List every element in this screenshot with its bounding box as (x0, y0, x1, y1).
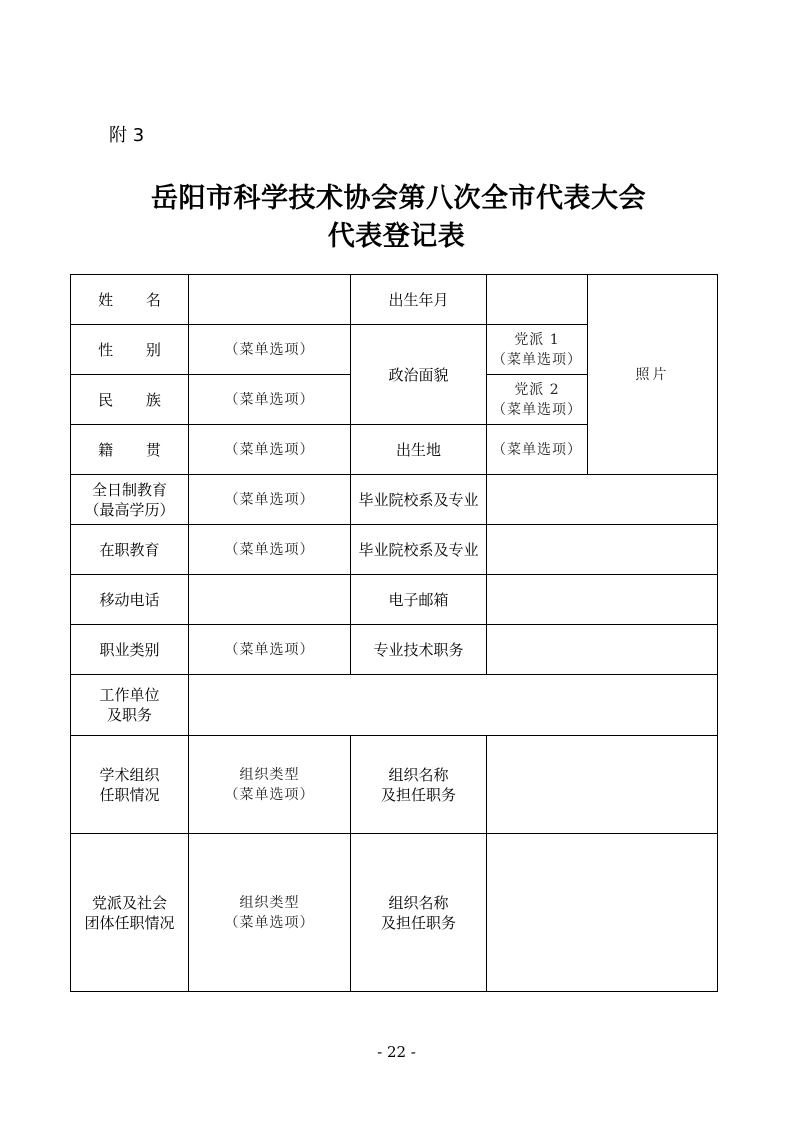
mobile-label: 移动电话 (71, 575, 189, 625)
party-social-type-select[interactable] (189, 834, 351, 992)
party-social-name-field[interactable] (487, 834, 718, 992)
document-title: 岳阳市科学技术协会第八次全市代表大会 (151, 183, 646, 214)
occupation-label: 职业类别 (71, 625, 189, 675)
party-social-label: 党派及社会 团体任职情况 (71, 834, 189, 992)
email-label: 电子邮箱 (351, 575, 487, 625)
party2-select[interactable] (487, 375, 588, 425)
org-type-label: 组织类型 (239, 894, 300, 911)
birth-date-field[interactable] (487, 275, 588, 325)
name-label: 姓 名 (71, 275, 189, 325)
birthplace-label: 出生地 (351, 425, 487, 475)
academic-org-name-field[interactable] (487, 736, 718, 834)
gender-label: 性 别 (71, 325, 189, 375)
inservice-graduate-school-label: 毕业院校系及专业 (351, 525, 487, 575)
fulltime-edu-select[interactable]: （菜单选项） (189, 475, 351, 525)
native-place-label: 籍 贯 (71, 425, 189, 475)
academic-org-name-label: 组织名称 及担任职务 (351, 736, 487, 834)
party2-option: （菜单选项） (492, 401, 582, 418)
workplace-label: 工作单位 及职务 (71, 675, 189, 736)
mobile-field[interactable] (189, 575, 351, 625)
fulltime-edu-label: 全日制教育 （最高学历） (71, 475, 189, 525)
party1-label: 党派 1 (514, 331, 560, 348)
academic-org-type-select[interactable] (189, 736, 351, 834)
party1-option: （菜单选项） (492, 351, 582, 368)
occupation-select[interactable]: （菜单选项） (189, 625, 351, 675)
document-subtitle: 代表登记表 (327, 221, 466, 252)
org-type-label: 组织类型 (239, 766, 300, 783)
name-field[interactable] (189, 275, 351, 325)
page-number: - 22 - (377, 1043, 416, 1061)
inservice-edu-label: 在职教育 (71, 525, 189, 575)
ethnicity-label: 民 族 (71, 375, 189, 425)
photo-label: 照片 (635, 367, 670, 383)
registration-form (70, 274, 718, 992)
party1-select[interactable] (487, 325, 588, 375)
inservice-graduate-school-field[interactable] (487, 525, 718, 575)
workplace-field[interactable] (189, 675, 718, 736)
org-type-option: （菜单选项） (224, 914, 315, 931)
party2-label: 党派 2 (514, 381, 560, 398)
birthplace-select[interactable]: （菜单选项） (487, 425, 588, 475)
fulltime-graduate-school-label: 毕业院校系及专业 (351, 475, 487, 525)
email-field[interactable] (487, 575, 718, 625)
gender-select[interactable]: （菜单选项） (189, 325, 351, 375)
inservice-edu-select[interactable]: （菜单选项） (189, 525, 351, 575)
attachment-label: 附 3 (109, 125, 145, 146)
fulltime-graduate-school-field[interactable] (487, 475, 718, 525)
academic-org-label: 学术组织 任职情况 (71, 736, 189, 834)
org-type-option: （菜单选项） (224, 786, 315, 803)
photo-box[interactable] (588, 275, 718, 475)
professional-title-field[interactable] (487, 625, 718, 675)
birth-date-label: 出生年月 (351, 275, 487, 325)
party-social-name-label: 组织名称 及担任职务 (351, 834, 487, 992)
professional-title-label: 专业技术职务 (351, 625, 487, 675)
native-place-select[interactable]: （菜单选项） (189, 425, 351, 475)
political-status-label: 政治面貌 (351, 325, 487, 425)
ethnicity-select[interactable]: （菜单选项） (189, 375, 351, 425)
